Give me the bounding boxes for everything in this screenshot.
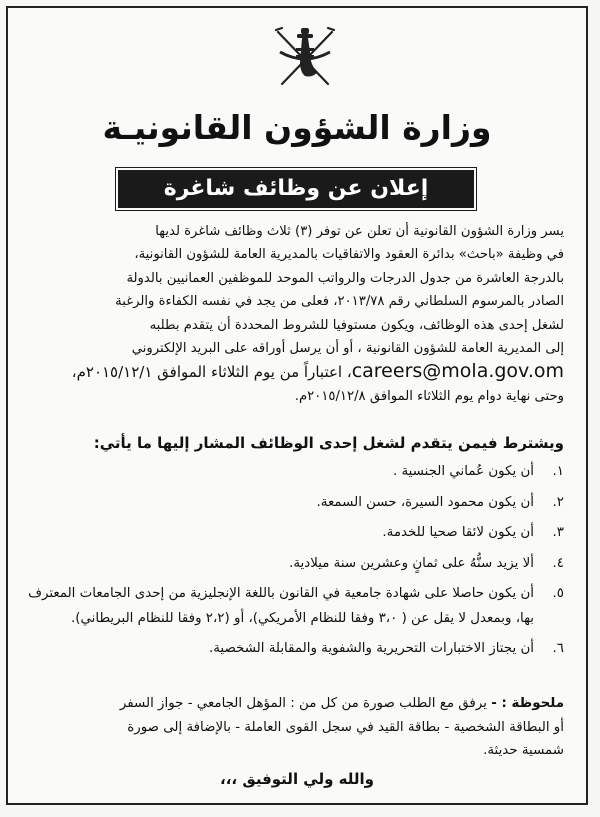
condition-number: ٥. xyxy=(552,586,564,601)
announcement-banner: إعلان عن وظائف شاغرة xyxy=(118,170,474,208)
conditions-title: ويشترط فيمن يتقدم لشغل إحدى الوظائف المشار إليها ما يأتي: xyxy=(93,434,564,452)
condition-number: ٤. xyxy=(552,555,564,571)
condition-number: ٣. xyxy=(552,525,564,540)
condition-text: أن يكون محمود السيرة، حسن السمعة. xyxy=(316,494,534,510)
body-line: الصادر بالمرسوم السلطاني رقم ٢٠١٣/٧٨، فعلى من يجد في نفسه الكفاءة والرغبة xyxy=(115,294,564,310)
condition-text: أن يكون حاصلا على شهادة جامعية في القانون باللغة الإنجليزية من إحدى الجامعات المعترف بها، وبمعدل لا يقل عن ( ٣،٠ وفقا للنظام الأمريكي)، أو (٢،٢ وفقا للنظام البريطاني). xyxy=(28,586,534,626)
condition-item xyxy=(24,637,564,662)
condition-number: ٦. xyxy=(552,641,564,656)
advertisement-page xyxy=(6,6,588,805)
email-line xyxy=(24,360,564,384)
condition-text: أن يكون عُماني الجنسية . xyxy=(392,464,534,479)
note-section xyxy=(24,692,564,763)
body-line: يسر وزارة الشؤون القانونية أن تعلن عن توفر (٣) ثلاث وظائف شاغرة لديها xyxy=(155,224,564,239)
email-suffix: ، اعتباراً من يوم الثلاثاء الموافق ٢٠١٥/١٢/١م، xyxy=(71,363,352,382)
condition-number: ٢. xyxy=(552,494,564,510)
condition-item xyxy=(24,460,564,485)
condition-item xyxy=(24,552,564,577)
condition-text: أن يكون لائقا صحيا للخدمة. xyxy=(382,525,534,540)
condition-item xyxy=(24,491,564,516)
note-line: أو البطاقة الشخصية - بطاقة القيد في سجل القوى العاملة - بالإضافة إلى صورة xyxy=(127,719,564,735)
announcement-body xyxy=(24,220,564,408)
email-address[interactable]: careers@mola.gov.om xyxy=(351,360,564,383)
condition-text: أن يجتاز الاختبارات التحريرية والشفوية والمقابلة الشخصية. xyxy=(208,641,534,656)
note-line: شمسية حديثة. xyxy=(483,743,564,758)
body-line: إلى المديرية العامة للشؤون القانونية ، أو أن يرسل أوراقه على البريد الإلكتروني xyxy=(131,341,564,357)
condition-number: ١. xyxy=(552,464,564,479)
condition-item xyxy=(24,521,564,546)
note-label: ملحوظة : - xyxy=(491,696,564,711)
oman-khanjar-emblem-icon xyxy=(272,22,338,92)
body-line: لشغل إحدى هذه الوظائف، ويكون مستوفيا للشروط المحددة أن يتقدم بطلبه xyxy=(149,317,564,333)
condition-text: ألا يزيد سنُّهُ على ثمانٍ وعشرين سنة ميلادية. xyxy=(289,555,534,571)
condition-item xyxy=(24,582,564,631)
deadline-line: وحتى نهاية دوام يوم الثلاثاء الموافق ٢٠١٥/١٢/٨م. xyxy=(294,388,564,404)
closing-phrase: والله ولي التوفيق ،،، xyxy=(220,770,374,788)
note-text: يرفق مع الطلب صورة من كل من : المؤهل الجامعي - جواز السفر xyxy=(119,696,487,711)
note-first-line xyxy=(24,692,564,716)
ministry-name: وزارة الشؤون القانونيـة xyxy=(102,108,492,147)
body-line: في وظيفة «باحث» بدائرة العقود والاتفاقيات بالمديرية العامة للشؤون القانونية، xyxy=(134,247,564,263)
body-line: بالدرجة العاشرة من جدول الدرجات والرواتب الموحد للموظفين العمانيين بالدولة xyxy=(126,270,564,286)
conditions-list xyxy=(24,460,564,668)
